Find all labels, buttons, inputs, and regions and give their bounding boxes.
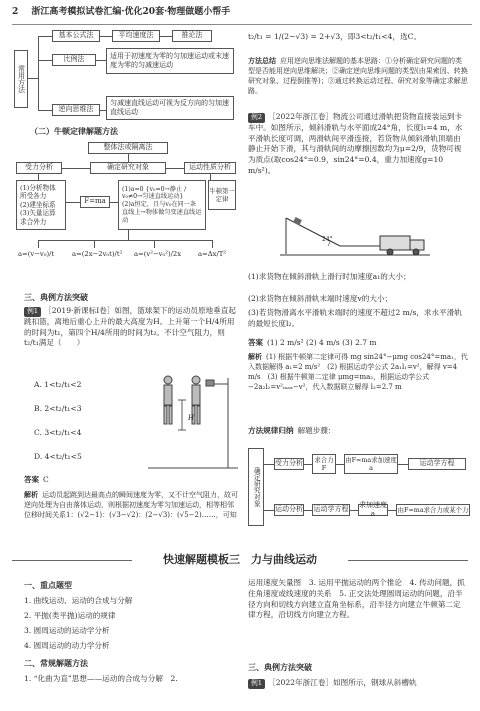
question-3: (3)若货物滑离水平滑轨末端时的速度不超过2 m/s，求水平滑轨的最短长度l₂。 (248, 308, 462, 328)
flow-fma-accel: 由F=ma求加速度a (345, 455, 397, 472)
method-ratio: 比例法 (52, 54, 96, 66)
player-before (164, 376, 172, 424)
section-examples-title: 三、典例方法突破 (24, 292, 88, 302)
formula-2: a=(2x−2v₀t)/t² (72, 250, 123, 258)
example2-analysis: 解析 (1) 根据牛顿第二定律可得 mg sin24°−μmg cos24°=ma₁，代入数据解得 a₁=2 m/s² (2) 根据运动学公式 2a₁l₁=v²，解得 v=4 m/s (3) 根据牛顿第二定律 μmg=ma₂，根据运动学公式 −2a₂l₂=v²ₘₐₓ−v²，代入数据联立解得 l₂=2.7 m (248, 352, 468, 391)
key-types-title: 一、重点题型 (24, 580, 72, 590)
fc-link-fma-r (110, 202, 118, 203)
fma-box: F=ma (80, 196, 110, 208)
force-analysis-box: 受力分析 (16, 162, 62, 174)
method-root-label: 常用方法 (17, 65, 26, 93)
option-a: A. 1<t₂/t₁<2 (34, 380, 82, 389)
angle-label: 24° (322, 236, 333, 243)
method-line-1: 1. “化曲为直”思想——运动的合成与分解 2. (24, 674, 178, 683)
flow-a2 (336, 464, 344, 465)
flow-kinematic-eq-2: 运动学方程 (312, 504, 350, 516)
method-root-box (14, 50, 28, 108)
example1-continuation: t₂/t₁ = 1/(2−√3) = 2+√3，即3<t₂/t₁<4，选C。 (248, 32, 422, 41)
method-average-velocity: 平均速度法 (112, 30, 160, 42)
flow-bot-l (264, 510, 274, 511)
newton-flowchart (12, 142, 238, 287)
height-marker (178, 400, 186, 430)
tree-branch-2 (38, 60, 52, 61)
method-tree (12, 30, 238, 120)
key-type-3: 3. 圆周运动的运动学分析 (24, 626, 110, 635)
truck (380, 236, 424, 255)
template-three-title: 快速解题模板三 力与曲线运动 (163, 553, 317, 566)
methods-continuation: 运用速度矢量图 3. 运用平抛运动的两个推论 4. 传动问题，抓住角速度或线速度的关系 5. 正交法处理圆周运动的问题，沿半径方向和切线方向建立直角坐标系，沿半径方向建立牛顿第二定律方程，沿切线方向建立方程。 (248, 578, 465, 620)
newton-first-law-box: 牛顿第一定律 (208, 180, 236, 210)
flow-research-object: 确定研究对象 (248, 448, 264, 526)
reverse-note: 匀减速直线运动可视为反方向的匀加速直线运动 (106, 96, 234, 120)
height-label: H (188, 414, 195, 422)
formula-1: a=(v−v₀)/t (18, 250, 55, 258)
fc-bottom-d4 (212, 240, 213, 248)
example2-text: 例2 ［2022年浙江卷］物流公司通过滑轨把货物直接装运到卡车中。如图所示，倾斜滑轨与水平面成24°角，长度l₁=4 m，水平滑轨长度可调，两滑轨间平滑连接，若货物从倾斜滑轨顶端由静止开始下滑，其与滑轨间的动摩擦因数均为μ=2/9，货物可视为质点(取cos24°=0.9，sin24°=0.4，重力加速度g=10 m/s²)。 (248, 112, 463, 175)
example3-tag: 例1 (248, 679, 265, 689)
tree-branch-3 (38, 110, 52, 111)
formula-4: a=Δx/T² (198, 250, 227, 258)
flow-force-analysis: 受力分析 (274, 458, 304, 470)
option-b: B. 2<t₂/t₁<3 (34, 404, 82, 413)
example1-tag: 例1 (24, 307, 41, 317)
key-type-2: 2. 平抛(类平抛)运动的规律 (24, 611, 116, 620)
examples-title-2: 三、典例方法突破 (248, 662, 312, 672)
method-reverse-thinking: 逆向思维法 (52, 104, 100, 116)
method-basic-formula: 基本公式法 (52, 30, 100, 42)
example1-analysis: 解析 运动员起跳到达最高点的瞬间速度为零，又不计空气阻力，故可逆向处理为自由落体运动，则根据初速度为零匀加速运动，相等相邻位移时间关系1：(√2−1)：(√3−√2)：(2−√3)：(√5−2)……，可知 (24, 490, 238, 519)
section-newton-title: （二）牛顿定律解题方法 (30, 126, 118, 136)
page-header (12, 6, 472, 24)
tree-link-b (160, 36, 172, 37)
flow-find-accel: 求加速度a (359, 500, 387, 518)
header-rule (12, 24, 472, 25)
example1-answer: 答案 C (24, 475, 49, 484)
research-object-box: 确定研究对象 (90, 162, 166, 174)
fc-bottom-d2 (94, 240, 95, 248)
fc-bottom-d1 (38, 240, 39, 248)
example1-text: 例1 ［2019·新课标Ⅰ卷］如图，篮球架下的运动员原地垂直起跳扣篮，离地后重心上升的最大高度为H。上升第一个H/4所用的时间为t₁，第四个H/4所用的时间为t₂。不计空气阻力，则t₂/t₁满足（ ） (24, 306, 236, 348)
fc-bottom-d3 (154, 240, 155, 248)
question-2: (2)求货物在倾斜滑轨末端时速度v的大小； (248, 294, 393, 303)
whole-isolate-box: 整体法或隔离法 (88, 142, 168, 154)
cargo-box (293, 217, 302, 226)
tree-branch-1 (38, 36, 52, 37)
example2-tag: 例2 (248, 113, 265, 123)
fc-arrow-2 (166, 168, 184, 169)
question-1: (1)求货物在倾斜滑轨上滑行时加速度a₁的大小； (248, 272, 411, 281)
key-type-1: 1. 曲线运动、运动的合成与分解 (24, 596, 133, 605)
flow-top-l (264, 464, 274, 465)
flow-a3 (398, 464, 408, 465)
tree-link-a (100, 36, 112, 37)
method-inference: 推论法 (172, 30, 212, 42)
flow-kinematic-eq: 运动学方程 (408, 458, 466, 470)
flow-motion-analysis: 运动分析 (274, 504, 304, 516)
motion-analysis-box: 运动性质分析 (184, 162, 236, 174)
formula-3: a=(v²−v₀²)/2x (134, 250, 182, 258)
header-title: 浙江高考模拟试卷汇编·优化20套·物理做题小帮手 (31, 7, 231, 17)
tree-stem (28, 78, 38, 79)
example3-text: 例1 ［2022年浙江卷］如图所示，钢球从斜槽轨 (248, 678, 468, 689)
rule-summary: 方法规律归纳 解题步骤： (248, 426, 336, 435)
example2-answer: 答案 (1) 2 m/s² (2) 4 m/s (3) 2.7 m (248, 338, 377, 347)
flow-b1 (304, 510, 312, 511)
steps-flowchart (248, 440, 470, 534)
page-number: 2 (12, 7, 19, 17)
ratio-note: 适用于初速度为零的匀加速运动或末速度为零的匀减速运动 (106, 48, 234, 74)
tree-link-c (96, 60, 106, 61)
regular-methods-title: 二、常规解题方法 (24, 658, 88, 668)
method-summary: 方法总结 应用逆向思维法解题的基本思路：①分析确定研究问题的类型是否能用逆向思维解决；②确定逆向思维问题的类型(由果索因、转换研究对象、过程倒推等)；③通过转换运动过程、研究对象等确定求解思路。 (248, 56, 468, 95)
flow-b2 (350, 510, 358, 511)
key-type-4: 4. 圆周运动的动力学分析 (24, 641, 110, 650)
fc-bottom-bar (38, 240, 212, 241)
flow-a1 (304, 464, 312, 465)
flow-b3 (388, 510, 396, 511)
hoop-stand (206, 378, 228, 468)
fc-top-down (128, 154, 129, 162)
flow-fma-force: 由F=ma求合力或某个力 (396, 504, 470, 516)
tree-trunk (38, 36, 39, 110)
fc-link-fma-l (66, 202, 80, 203)
flow-resultant-force: 求合力F (312, 454, 336, 474)
option-d: D. 4<t₂/t₁<5 (34, 452, 82, 461)
slide-truck-diagram (280, 210, 430, 260)
option-c: C. 3<t₂/t₁<4 (34, 428, 82, 437)
acceleration-cases-box: (1)a=0 {v₀=0→静止 / v₀≠0→匀速直线运动} (2)a恒定，且与v₀在同一条直线上→物体做匀变速直线运动 (118, 180, 206, 230)
force-steps-box: (1)分析物体所受各力 (2)建坐标系 (3)矢量运算求合外力 (16, 180, 66, 230)
fc-arrow-1 (62, 168, 90, 169)
fc-bottom-trunk (128, 230, 129, 240)
